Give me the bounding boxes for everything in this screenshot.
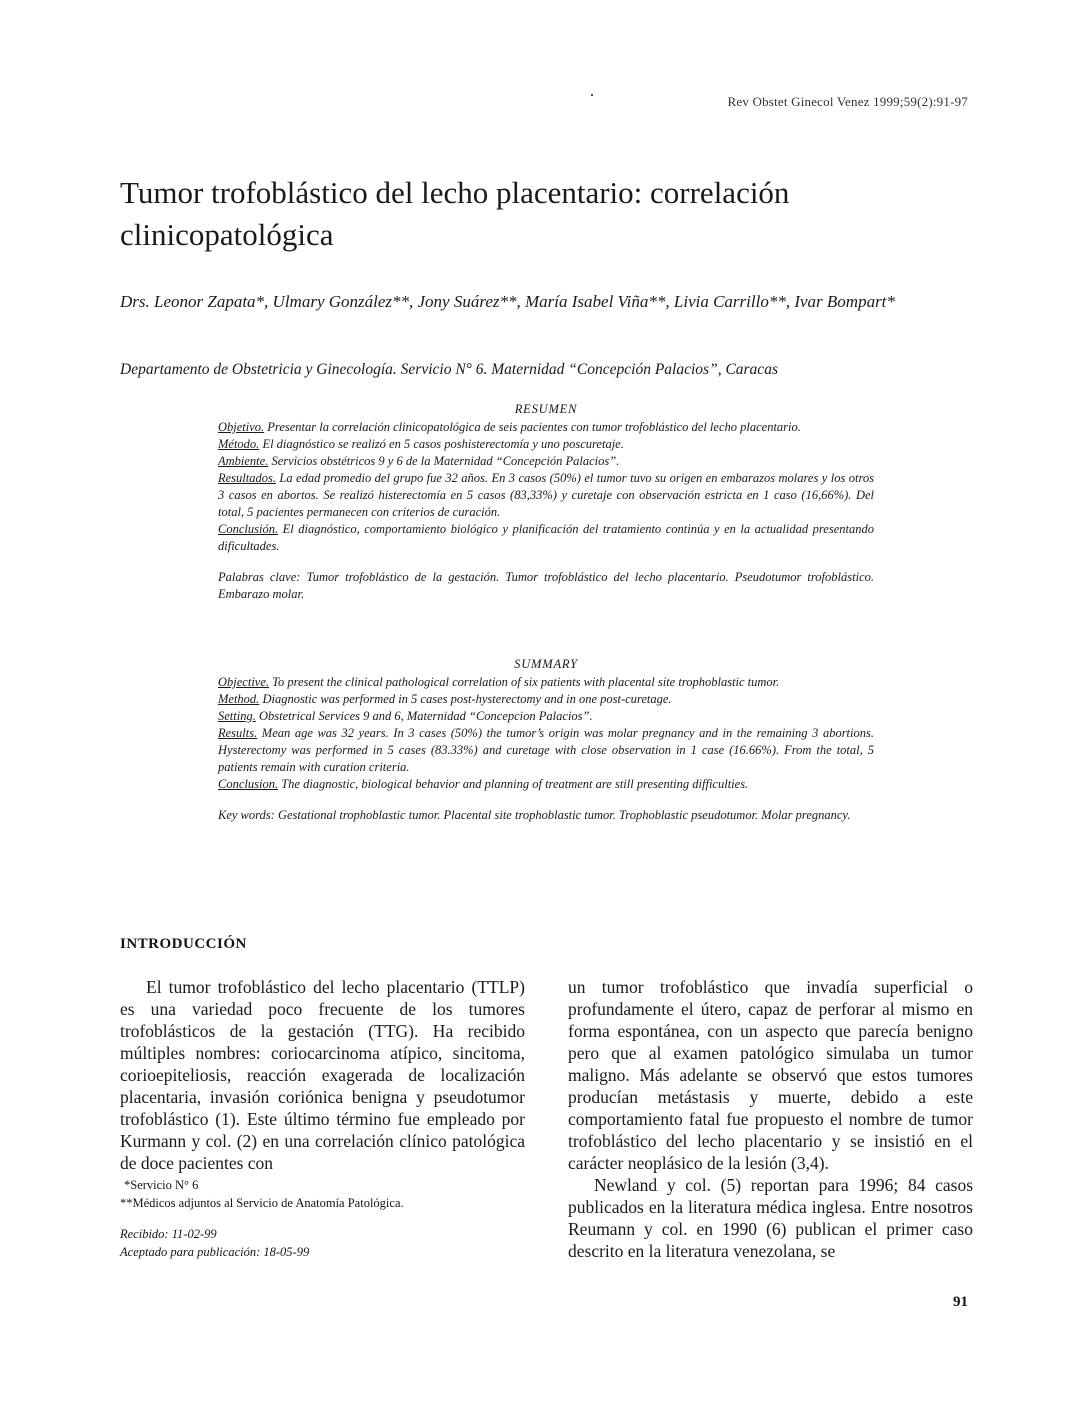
intro-paragraph-2: Newland y col. (5) reportan para 1996; 84 casos publicados en la literatura médica inglesa. Entre nosotros Reumann y col. en 1990 (6) publican el primer caso descrito en la literatura venezolana, se [568, 1175, 973, 1261]
journal-reference: Rev Obstet Ginecol Venez 1999;59(2):91-97 [727, 94, 968, 109]
ambiente-text: Servicios obstétricos 9 y 6 de la Maternidad “Concepción Palacios”. [268, 454, 620, 468]
metodo-text: El diagnóstico se realizó en 5 casos poshisterectomía y uno poscuretaje. [259, 437, 624, 451]
objetivo-label: Objetivo. [218, 420, 265, 434]
article-title: Tumor trofoblástico del lecho placentario: correlación clinicopatológica [120, 175, 790, 252]
footnotes [120, 1176, 520, 1212]
intro-paragraph-1-continued: un tumor trofoblástico que invadía superficial o profundamente el útero, capaz de perforar al mismo en forma espontánea, con un aspecto que parecía benigno pero que al examen patológico simulaba un tumor maligno. Más adelante se observó que estos tumores producían metástasis y muerte, debido a este comportamiento fatal fue propuesto el nombre de tumor trofoblástico del lecho placentario y se insistió en el carácter neoplásico de la lesión (3,4). [568, 977, 973, 1173]
resumen-block [218, 401, 874, 603]
resumen-conclusion [218, 521, 874, 555]
setting-text: Obstetrical Services 9 and 6, Maternidad “Concepcion Palacios”. [255, 709, 593, 723]
body-column-right [568, 976, 973, 1262]
resumen-metodo [218, 436, 874, 453]
palabras-clave: Palabras clave: Tumor trofoblástico de la gestación. Tumor trofoblástico del lecho placentario. Pseudotumor trofoblástico. Embarazo molar. [218, 570, 874, 601]
conclusion-text: El diagnóstico, comportamiento biológico y planificación del tratamiento continúa y en la actualidad presentando dificultades. [218, 522, 874, 553]
intro-paragraph-1: El tumor trofoblástico del lecho placentario (TTLP) es una variedad poco frecuente de los tumores trofoblásticos de la gestación (TTG). Ha recibido múltiples nombres: coriocarcinoma atípico, sincitoma, corioepiteliosis, reacción exagerada de localización placentaria, invasión coriónica benigna y pseudotumor trofoblástico (1). Este último término fue empleado por Kurmann y col. (2) en una correlación clínico patológica de doce pacientes con [120, 977, 525, 1173]
footnote-1: *Servicio N° 6 [124, 1178, 199, 1192]
affiliation: Departamento de Obstetricia y Ginecología. Servicio N° 6. Maternidad “Concepción Palacios”, Caracas [120, 361, 778, 378]
scan-speck [591, 94, 593, 96]
resumen-ambiente [218, 453, 874, 470]
footnote-2: **Médicos adjuntos al Servicio de Anatomía Patológica. [120, 1196, 404, 1210]
summary-setting [218, 708, 874, 725]
accepted-date: Aceptado para publicación: 18-05-99 [120, 1245, 310, 1259]
objective-text: To present the clinical pathological correlation of six patients with placental site trophoblastic tumor. [269, 675, 780, 689]
results-text: Mean age was 32 years. In 3 cases (50%) the tumor’s origin was molar pregnancy and in the remaining 3 abortions. Hysterectomy was performed in 5 cases (83.33%) and curetage with close observation in 1 case (16.66%). From the total, 5 patients remain with curation criteria. [218, 726, 874, 774]
resumen-heading: RESUMEN [514, 402, 578, 416]
objective-label: Objective. [218, 675, 270, 689]
summary-block [218, 656, 874, 824]
conclusion-label-en: Conclusion. [218, 777, 279, 791]
section-heading-introduccion: INTRODUCCIÓN [120, 936, 247, 952]
page-number: 91 [953, 1294, 968, 1310]
key-words: Key words: Gestational trophoblastic tumor. Placental site trophoblastic tumor. Trophoblastic pseudotumor. Molar pregnancy. [218, 808, 851, 822]
method-text: Diagnostic was performed in 5 cases post-hysterectomy and in one post-curetage. [259, 692, 672, 706]
method-label: Method. [218, 692, 260, 706]
results-label: Results. [218, 726, 258, 740]
resumen-objetivo [218, 419, 874, 436]
submission-dates [120, 1225, 309, 1261]
metodo-label: Método. [218, 437, 260, 451]
conclusion-label: Conclusión. [218, 522, 279, 536]
resultados-text: La edad promedio del grupo fue 32 años. En 3 casos (50%) el tumor tuvo su origen en embarazos molares y los otros 3 casos en abortos. Se realizó histerectomía en 5 casos (83,33%) y curetaje con observación estricta en 1 caso (16,66%). Del total, 5 pacientes permanecen con criterios de curación. [218, 471, 874, 519]
summary-objective [218, 674, 874, 691]
resumen-resultados [218, 470, 874, 521]
summary-results [218, 725, 874, 776]
conclusion-text-en: The diagnostic, biological behavior and planning of treatment are still presenting difficulties. [278, 777, 749, 791]
body-column-left [120, 976, 525, 1174]
author-list: Drs. Leonor Zapata*, Ulmary González**, Jony Suárez**, María Isabel Viña**, Livia Carrillo**, Ivar Bompart* [120, 292, 895, 311]
setting-label: Setting. [218, 709, 256, 723]
resultados-label: Resultados. [218, 471, 276, 485]
summary-method [218, 691, 874, 708]
objetivo-text: Presentar la correlación clinicopatológica de seis pacientes con tumor trofoblástico del lecho placentario. [264, 420, 801, 434]
ambiente-label: Ambiente. [218, 454, 269, 468]
summary-conclusion [218, 776, 874, 793]
summary-heading: SUMMARY [514, 657, 578, 671]
received-date: Recibido: 11-02-99 [120, 1227, 217, 1241]
